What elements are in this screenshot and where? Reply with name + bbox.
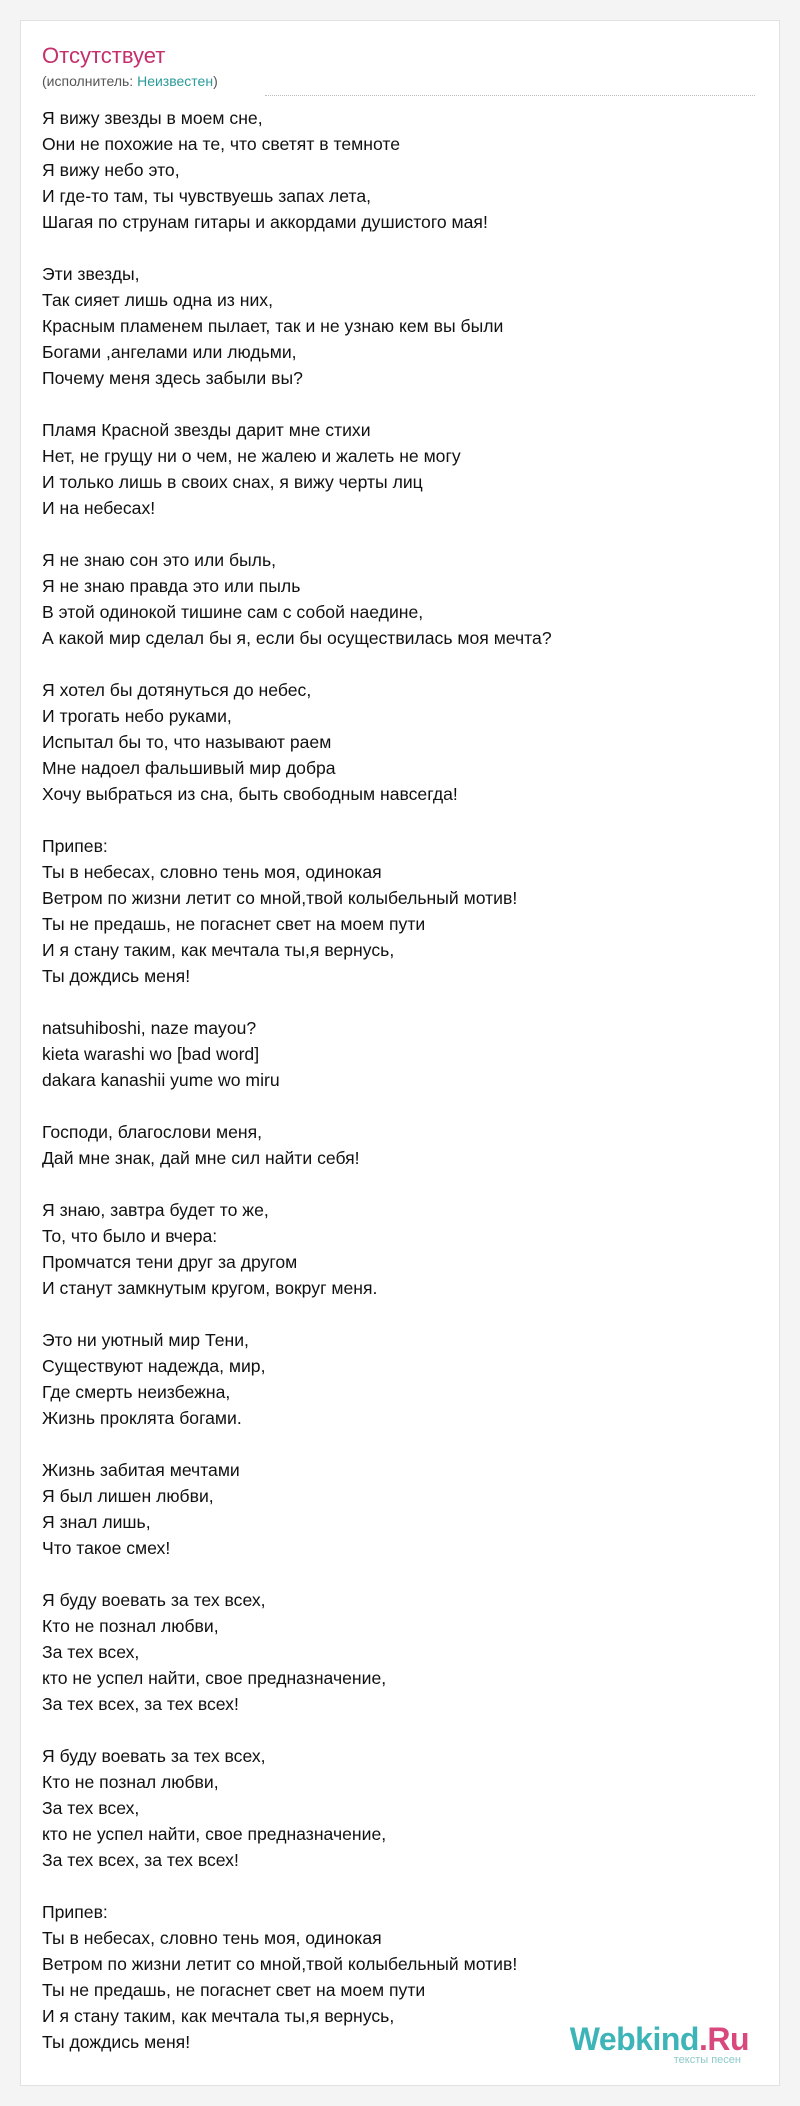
lyric-line: Кто не познал любви, (42, 1772, 219, 1792)
lyric-line: Кто не познал любви, (42, 1616, 219, 1636)
lyric-line: То, что было и вчера: (42, 1226, 218, 1246)
lyric-line: Я знаю, завтра будет то же, (42, 1200, 269, 1220)
lyric-line: Пламя Красной звезды дарит мне стихи (42, 420, 371, 440)
lyrics-text (42, 105, 762, 2081)
lyric-line: За тех всех, за тех всех! (42, 1694, 239, 1714)
lyric-line: И трогать небо руками, (42, 706, 232, 726)
lyrics-stanza (42, 261, 762, 391)
lyric-line: Эти звезды, (42, 264, 140, 284)
artist-suffix: ) (213, 73, 218, 89)
lyric-line: natsuhiboshi, naze mayou? (42, 1018, 257, 1038)
lyric-line: Дай мне знак, дай мне сил найти себя! (42, 1148, 360, 1168)
logo-domain-text: .Ru (698, 2021, 749, 2057)
lyric-line: Ветром по жизни летит со мной,твой колыбельный мотив! (42, 888, 518, 908)
artist-link[interactable]: Неизвестен (137, 73, 214, 89)
lyric-line: Припев: (42, 1902, 108, 1922)
lyrics-page (20, 20, 780, 2086)
lyric-line: Ты не предашь, не погаснет свет на моем пути (42, 914, 426, 934)
lyric-line: Они не похожие на те, что светят в темноте (42, 134, 400, 154)
lyric-line: Ты в небесах, словно тень моя, одинокая (42, 862, 382, 882)
lyric-line: Я вижу звезды в моем сне, (42, 108, 263, 128)
song-title: Отсутствует (42, 43, 166, 68)
logo-wordmark (570, 2021, 749, 2057)
lyric-line: Я буду воевать за тех всех, (42, 1590, 266, 1610)
lyric-line: Существуют надежда, мир, (42, 1356, 266, 1376)
lyric-line: кто не успел найти, свое предназначение, (42, 1824, 387, 1844)
lyric-line: Припев: (42, 836, 108, 856)
lyric-line: Жизнь забитая мечтами (42, 1460, 240, 1480)
lyric-line: И только лишь в своих снах, я вижу черты лиц (42, 472, 423, 492)
lyric-line: За тех всех, за тех всех! (42, 1850, 239, 1870)
lyric-line: Почему меня здесь забыли вы? (42, 368, 303, 388)
lyric-line: А какой мир сделал бы я, если бы осуществилась моя мечта? (42, 628, 552, 648)
lyric-line: Жизнь проклята богами. (42, 1408, 242, 1428)
lyric-line: И где-то там, ты чувствуешь запах лета, (42, 186, 372, 206)
lyric-line: Это ни уютный мир Тени, (42, 1330, 249, 1350)
lyric-line: Ты в небесах, словно тень моя, одинокая (42, 1928, 382, 1948)
lyric-line: Я не знаю правда это или пыль (42, 576, 301, 596)
lyrics-stanza (42, 833, 762, 989)
lyric-line: кто не успел найти, свое предназначение, (42, 1668, 387, 1688)
lyric-line: Я вижу небо это, (42, 160, 180, 180)
lyrics-stanza (42, 1457, 762, 1561)
lyric-line: Нет, не грущу ни о чем, не жалею и жалеть не могу (42, 446, 461, 466)
lyric-line: Господи, благослови меня, (42, 1122, 262, 1142)
lyric-line: И на небесах! (42, 498, 156, 518)
title-divider (265, 95, 755, 96)
artist-prefix: (исполнитель: (42, 73, 138, 89)
lyrics-stanza (42, 677, 762, 807)
lyric-line: И я стану таким, как мечтала ты,я вернусь, (42, 940, 395, 960)
lyric-line: Что такое смех! (42, 1538, 171, 1558)
lyric-line: Красным пламенем пылает, так и не узнаю кем вы были (42, 316, 504, 336)
lyric-line: Шагая по струнам гитары и аккордами душистого мая! (42, 212, 488, 232)
lyric-line: Ты дождись меня! (42, 966, 191, 986)
logo-tagline: тексты песен (673, 2054, 741, 2066)
lyrics-stanza (42, 1119, 762, 1171)
lyric-line: Промчатся тени друг за другом (42, 1252, 298, 1272)
lyric-line: Ты дождись меня! (42, 2032, 191, 2052)
artist-line (42, 72, 218, 90)
lyrics-stanza (42, 1587, 762, 1717)
lyrics-stanza (42, 547, 762, 651)
webkind-logo[interactable] (559, 2021, 749, 2067)
lyric-line: Я был лишен любви, (42, 1486, 214, 1506)
lyric-line: Ветром по жизни летит со мной,твой колыбельный мотив! (42, 1954, 518, 1974)
lyrics-stanza (42, 1015, 762, 1093)
lyrics-stanza (42, 105, 762, 235)
logo-main-text: Webkind (569, 2021, 699, 2057)
lyric-line: И я стану таким, как мечтала ты,я вернусь, (42, 2006, 395, 2026)
lyrics-stanza (42, 1197, 762, 1301)
lyric-line: Я знал лишь, (42, 1512, 151, 1532)
lyrics-stanza (42, 1327, 762, 1431)
lyric-line: Мне надоел фальшивый мир добра (42, 758, 336, 778)
lyric-line: Где смерть неизбежна, (42, 1382, 231, 1402)
lyric-line: Я не знаю сон это или быль, (42, 550, 276, 570)
lyric-line: И станут замкнутым кругом, вокруг меня. (42, 1278, 378, 1298)
lyric-line: dakara kanashii yume wo miru (42, 1070, 280, 1090)
lyrics-stanza (42, 417, 762, 521)
lyric-line: Я буду воевать за тех всех, (42, 1746, 266, 1766)
lyric-line: Так сияет лишь одна из них, (42, 290, 273, 310)
lyric-line: Богами ,ангелами или людьми, (42, 342, 297, 362)
lyric-line: Испытал бы то, что называют раем (42, 732, 332, 752)
lyric-line: В этой одинокой тишине сам с собой наедине, (42, 602, 424, 622)
lyric-line: Ты не предашь, не погаснет свет на моем пути (42, 1980, 426, 2000)
lyric-line: За тех всех, (42, 1642, 140, 1662)
lyric-line: kieta warashi wo [bad word] (42, 1044, 260, 1064)
lyric-line: За тех всех, (42, 1798, 140, 1818)
lyrics-stanza (42, 1743, 762, 1873)
lyric-line: Хочу выбраться из сна, быть свободным навсегда! (42, 784, 458, 804)
lyric-line: Я хотел бы дотянуться до небес, (42, 680, 312, 700)
